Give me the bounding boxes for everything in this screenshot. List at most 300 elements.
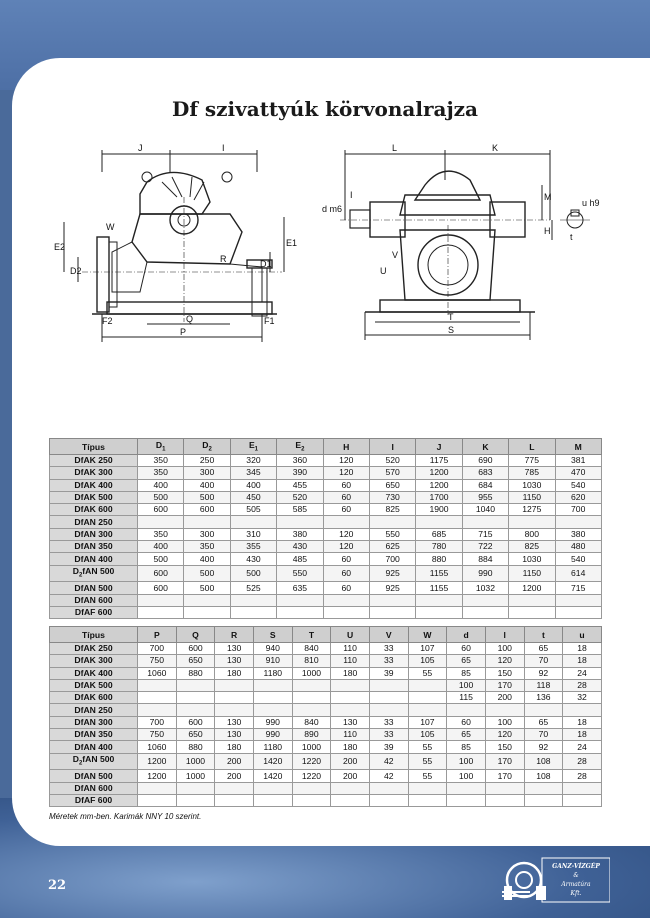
table1-body [50,455,602,619]
table1-value-cell [230,594,276,606]
dim-label-e1: E1 [286,238,297,248]
dim-label-w: W [106,222,115,232]
dim-label-f1: F1 [264,316,275,326]
dim-label-f2: F2 [102,316,113,326]
table1-value-cell: 1155 [416,565,462,582]
table2-value-cell [176,794,215,806]
table2-value-cell: 940 [253,643,292,655]
table2-value-cell [447,782,486,794]
table1-type-cell: DfAN 500 [50,582,138,594]
table2-header-cell: S [253,627,292,643]
table2-value-cell: 1000 [176,770,215,782]
table2-value-cell: 42 [369,770,408,782]
table1-value-cell: 390 [277,467,323,479]
table2-value-cell: 120 [485,655,524,667]
table1-value-cell: 60 [323,491,369,503]
table1-value-cell: 650 [369,479,415,491]
table1-value-cell: 880 [416,553,462,565]
table1-value-cell: 600 [138,582,184,594]
table2-value-cell: 880 [176,741,215,753]
table2-value-cell: 180 [331,741,370,753]
pump-front-drawing [52,142,297,347]
table1-value-cell [416,606,462,618]
table2-value-cell: 107 [408,716,447,728]
logo-line-4: Kft. [570,890,582,897]
table1-value-cell: 60 [323,553,369,565]
table2-value-cell: 60 [447,716,486,728]
table2-value-cell: 170 [485,770,524,782]
dimension-table-2 [49,626,602,807]
table2-value-cell: 750 [138,729,177,741]
table2-value-cell: 810 [292,655,331,667]
table1-header-cell: I [369,439,415,455]
table1-value-cell: 120 [323,455,369,467]
dim-label-d2: D2 [70,266,82,276]
table1-value-cell [369,606,415,618]
table2-value-cell: 92 [524,667,563,679]
table1-value-cell [323,516,369,528]
table1-header-cell: K [462,439,508,455]
table2-value-cell: 170 [485,679,524,691]
table2-value-cell [292,679,331,691]
dim-label-j: J [138,143,143,153]
table1-value-cell [230,606,276,618]
table1-header-cell: H [323,439,369,455]
table1-value-cell: 925 [369,565,415,582]
table2-value-cell: 33 [369,729,408,741]
table1-value-cell: 684 [462,479,508,491]
table2-value-cell [215,782,254,794]
table1-value-cell: 1200 [416,479,462,491]
table1-value-cell [138,516,184,528]
table1-value-cell: 500 [138,491,184,503]
table1-value-cell: 360 [277,455,323,467]
table2-value-cell: 92 [524,741,563,753]
table1-value-cell: 485 [277,553,323,565]
table1-value-cell: 400 [184,553,230,565]
table1-value-cell: 825 [369,504,415,516]
table1-value-cell: 470 [555,467,601,479]
table2-value-cell [292,794,331,806]
table2-value-cell [138,704,177,716]
table1-type-cell: DfAK 500 [50,491,138,503]
table1-value-cell: 400 [184,479,230,491]
table2-value-cell: 100 [485,716,524,728]
table2-row [50,782,602,794]
table1-row [50,479,602,491]
table2-value-cell [176,692,215,704]
table2-value-cell: 1420 [253,770,292,782]
table2-value-cell: 18 [563,729,602,741]
dim-label-h: H [544,226,551,236]
table1-row [50,594,602,606]
table1-value-cell [555,606,601,618]
table2-value-cell [369,794,408,806]
table2-row [50,741,602,753]
dimension-table-1 [49,438,602,619]
logo-line-3: Armatúra [561,881,591,888]
table1-value-cell [323,606,369,618]
table2-value-cell [563,782,602,794]
table1-value-cell [369,516,415,528]
table2-value-cell: 115 [447,692,486,704]
table1-value-cell: 1700 [416,491,462,503]
table1-value-cell: 250 [184,455,230,467]
table1-header-cell: $E_1$ [230,439,276,455]
table1-value-cell [555,594,601,606]
table1-value-cell: 730 [369,491,415,503]
table2-value-cell: 55 [408,667,447,679]
table1-value-cell: 700 [369,553,415,565]
table1-value-cell [230,516,276,528]
table1-value-cell: 683 [462,467,508,479]
table2-value-cell [253,782,292,794]
table1-header-cell: Típus [50,439,138,455]
table1-value-cell: 635 [277,582,323,594]
table1-value-cell [138,594,184,606]
logo-line-2: & [573,872,579,879]
dim-label-t-big: T [448,312,454,322]
table1-row [50,528,602,540]
table2-row [50,692,602,704]
table2-value-cell: 990 [253,716,292,728]
table2-value-cell: 18 [563,643,602,655]
table1-value-cell [277,606,323,618]
table1-row [50,491,602,503]
table2-type-cell: DfAN 350 [50,729,138,741]
table1-value-cell: 380 [555,528,601,540]
dim-label-v: V [392,250,399,260]
table2-value-cell: 110 [331,643,370,655]
table2-value-cell: 100 [447,753,486,770]
table1-value-cell [323,594,369,606]
table2-value-cell [485,794,524,806]
table1-value-cell: 60 [323,504,369,516]
dim-label-e2: E2 [54,242,66,252]
table1-value-cell: 300 [184,467,230,479]
table2-value-cell [408,782,447,794]
table1-row [50,582,602,594]
table1-value-cell: 600 [138,565,184,582]
table2-value-cell: 33 [369,643,408,655]
table2-value-cell [215,794,254,806]
table2-value-cell: 105 [408,655,447,667]
table1-row [50,565,602,582]
table2-value-cell: 65 [524,716,563,728]
table2-value-cell: 700 [138,643,177,655]
table2-value-cell: 100 [447,770,486,782]
table1-value-cell: 614 [555,565,601,582]
table1-header-cell: $D_2$ [184,439,230,455]
page-title: Df szivattyúk körvonalrajza [171,97,478,121]
table2-value-cell: 880 [176,667,215,679]
table2-row [50,704,602,716]
table2-type-cell: DfAN 400 [50,741,138,753]
table2-value-cell: 180 [331,667,370,679]
table2-value-cell: 200 [215,753,254,770]
table1-type-cell: DfAN 350 [50,541,138,553]
table1-row [50,516,602,528]
table2-value-cell [408,704,447,716]
table1-value-cell: 480 [555,541,601,553]
table1-type-cell: DfAN 400 [50,553,138,565]
table1-value-cell: 690 [462,455,508,467]
table2-value-cell [215,679,254,691]
table2-value-cell: 650 [176,655,215,667]
table2-header-row [50,627,602,643]
table2-value-cell: 130 [215,655,254,667]
dim-label-q: Q [186,314,194,324]
dim-label-s: S [448,325,455,335]
table2-header-cell: U [331,627,370,643]
table1-value-cell: 500 [184,491,230,503]
table2-value-cell: 136 [524,692,563,704]
table2-value-cell: 55 [408,753,447,770]
table1-value-cell: 1040 [462,504,508,516]
table2-value-cell [369,679,408,691]
table2-row [50,679,602,691]
table2-type-cell: DfAF 600 [50,794,138,806]
table2-type-cell: DfAK 250 [50,643,138,655]
table1-value-cell [462,516,508,528]
table2-header-cell: Típus [50,627,138,643]
table2-header-cell: V [369,627,408,643]
table1-value-cell [416,594,462,606]
table1-value-cell: 775 [509,455,555,467]
table2-value-cell [408,794,447,806]
table1-value-cell: 500 [184,565,230,582]
table2-row [50,667,602,679]
table2-value-cell: 110 [331,729,370,741]
table1-value-cell [138,606,184,618]
table2-value-cell: 118 [524,679,563,691]
table2-type-cell: DfAN 300 [50,716,138,728]
table1-value-cell: 310 [230,528,276,540]
table2-value-cell: 130 [215,729,254,741]
table2-value-cell: 65 [447,729,486,741]
table2-row [50,794,602,806]
table1-value-cell: 120 [323,467,369,479]
table1-row [50,467,602,479]
table2-header-cell: T [292,627,331,643]
table1-value-cell: 925 [369,582,415,594]
table1-value-cell: 400 [230,479,276,491]
table2-value-cell [369,704,408,716]
table2-value-cell: 150 [485,667,524,679]
table1-value-cell: 400 [138,479,184,491]
footnote: Méretek mm-ben. Karimák NNY 10 szerint. [49,812,202,821]
table1-header-cell: L [509,439,555,455]
table1-value-cell: 380 [277,528,323,540]
table2-value-cell: 200 [215,770,254,782]
dim-label-l: L [392,143,398,153]
company-logo [500,856,610,904]
table2-value-cell: 130 [215,716,254,728]
table1-value-cell: 400 [138,541,184,553]
table1-value-cell [555,516,601,528]
table2-value-cell: 39 [369,741,408,753]
table2-value-cell: 1420 [253,753,292,770]
table2-value-cell: 180 [215,741,254,753]
table2-value-cell [253,679,292,691]
table2-value-cell: 55 [408,741,447,753]
table1-value-cell: 600 [138,504,184,516]
table2-value-cell [215,704,254,716]
table1-value-cell: 500 [230,565,276,582]
table2-value-cell: 600 [176,643,215,655]
table1-value-cell: 1150 [509,491,555,503]
table2-value-cell: 890 [292,729,331,741]
table1-value-cell [369,594,415,606]
table1-value-cell: 990 [462,565,508,582]
table1-row [50,606,602,618]
table1-value-cell: 1155 [416,582,462,594]
table1-value-cell: 715 [462,528,508,540]
table2-value-cell [138,692,177,704]
table2-value-cell: 110 [331,655,370,667]
table1-value-cell: 1175 [416,455,462,467]
table2-value-cell: 70 [524,655,563,667]
table1-value-cell: 955 [462,491,508,503]
logo-line-1: GANZ-VÍZGÉP [552,863,600,870]
table2-value-cell: 108 [524,770,563,782]
table2-value-cell: 130 [215,643,254,655]
table1-value-cell: 345 [230,467,276,479]
table2-value-cell: 840 [292,643,331,655]
table2-value-cell: 1060 [138,741,177,753]
table1-value-cell: 520 [369,455,415,467]
table2-value-cell [176,679,215,691]
dim-label-p: P [180,327,187,337]
table2-value-cell: 28 [563,679,602,691]
table1-value-cell: 350 [184,541,230,553]
table2-value-cell: 600 [176,716,215,728]
pump-front-svg [52,142,297,347]
table2-value-cell [524,794,563,806]
table1-value-cell: 884 [462,553,508,565]
table2-type-cell: DfAN 600 [50,782,138,794]
table1-value-cell: 381 [555,455,601,467]
table2-value-cell: 200 [331,770,370,782]
table2-value-cell: 32 [563,692,602,704]
table1-header-cell: $D_1$ [138,439,184,455]
table2-value-cell: 85 [447,667,486,679]
table2-value-cell: 840 [292,716,331,728]
table2-value-cell [563,794,602,806]
table2-value-cell: 85 [447,741,486,753]
table2-value-cell [524,782,563,794]
logo-icon [500,856,610,904]
table1-value-cell [462,594,508,606]
table2-value-cell [369,782,408,794]
table2-value-cell [253,794,292,806]
table1-value-cell: 120 [323,528,369,540]
table1-type-cell: DfAN 250 [50,516,138,528]
table1-type-cell: DfAK 600 [50,504,138,516]
table2-value-cell: 1060 [138,667,177,679]
table1-value-cell: 350 [138,467,184,479]
dim-label-r: R [220,254,227,264]
table1-value-cell: 550 [369,528,415,540]
table1-value-cell [509,594,555,606]
table1-value-cell: 300 [184,528,230,540]
table1-value-cell: 715 [555,582,601,594]
table2-value-cell [138,679,177,691]
table2-row [50,729,602,741]
table2-value-cell [331,679,370,691]
table2-value-cell [408,692,447,704]
table2-value-cell: 65 [447,655,486,667]
table2-header-cell: t [524,627,563,643]
table1-value-cell [277,594,323,606]
table2-value-cell: 39 [369,667,408,679]
table2-value-cell: 33 [369,716,408,728]
page-number: 22 [48,878,67,893]
table2-value-cell: 1000 [292,667,331,679]
table1-value-cell: 505 [230,504,276,516]
table2-value-cell: 1220 [292,770,331,782]
table2-value-cell: 24 [563,741,602,753]
table2-value-cell [138,794,177,806]
table1-value-cell: 500 [184,582,230,594]
dim-label-uh9: u h9 [582,198,600,208]
table1-value-cell: 350 [138,528,184,540]
table1-value-cell [184,516,230,528]
table1-value-cell: 800 [509,528,555,540]
table1-value-cell: 500 [138,553,184,565]
table2-value-cell: 28 [563,770,602,782]
table1-value-cell [509,606,555,618]
table2-row [50,716,602,728]
table2-value-cell: 1200 [138,770,177,782]
table1-value-cell [184,594,230,606]
table2-value-cell [485,704,524,716]
table2-value-cell: 150 [485,741,524,753]
table2-value-cell: 65 [524,643,563,655]
table2-row [50,770,602,782]
table1-value-cell: 430 [230,553,276,565]
table1-header-row [50,439,602,455]
table2-value-cell: 1000 [176,753,215,770]
table2-row [50,643,602,655]
table1-value-cell: 1900 [416,504,462,516]
table1-value-cell [509,516,555,528]
table2-value-cell: 750 [138,655,177,667]
table1-value-cell: 320 [230,455,276,467]
table1-value-cell: 430 [277,541,323,553]
table2-value-cell: 1180 [253,741,292,753]
table1-value-cell: 120 [323,541,369,553]
table2-value-cell: 33 [369,655,408,667]
table2-value-cell [331,794,370,806]
table1-type-cell: $D_2fAN$ 500 [50,565,138,582]
table1-value-cell: 60 [323,565,369,582]
table2-value-cell [253,704,292,716]
table1-value-cell: 600 [184,504,230,516]
table1-value-cell: 825 [509,541,555,553]
table1-value-cell: 520 [277,491,323,503]
table1-value-cell: 60 [323,479,369,491]
table1-value-cell: 625 [369,541,415,553]
dim-label-d1: D1 [260,259,272,269]
table2-value-cell: 1220 [292,753,331,770]
table2-value-cell [176,704,215,716]
table2-value-cell: 120 [485,729,524,741]
table2-value-cell: 170 [485,753,524,770]
table1-value-cell: 585 [277,504,323,516]
table2-row [50,753,602,770]
table2-value-cell [331,692,370,704]
